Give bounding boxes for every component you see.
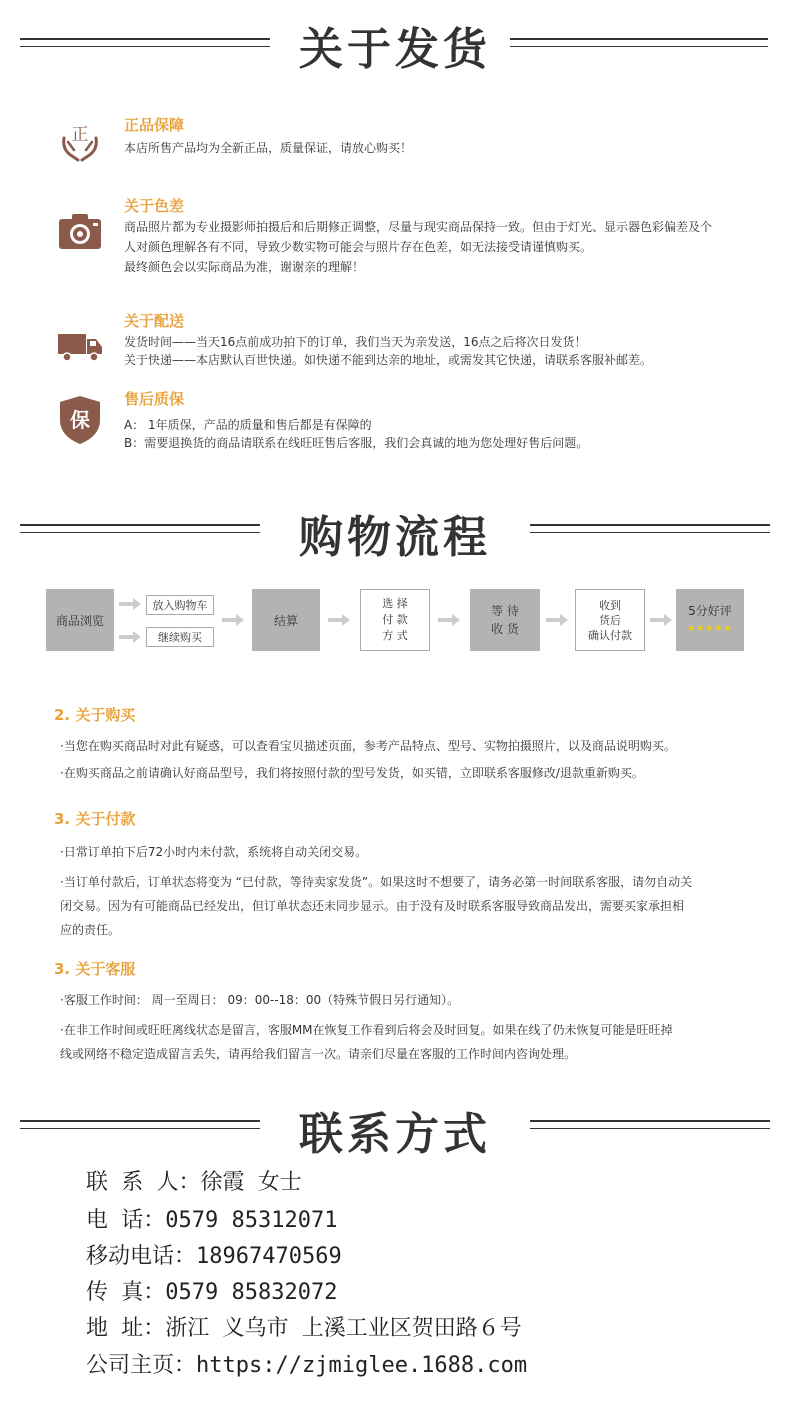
contact-header [0, 1090, 790, 1160]
info-line: 关于快递——本店默认百世快递。如快递不能到达亲的地址，或需发其它快递，请联系客服补邮差。 [124, 353, 653, 367]
section-title: 关于发货 [299, 24, 491, 75]
service-heading: 3. 关于客服 [54, 960, 136, 978]
flow-arrow-icon [222, 614, 244, 626]
info-line: 本店所售产品均为全新正品，质量保证，请放心购买！ [124, 141, 413, 155]
flow-step-label: 等 待 [491, 604, 519, 618]
payment-heading: 3. 关于付款 [54, 810, 136, 828]
flow-step-label: 收 货 [491, 622, 519, 636]
truck-icon [56, 326, 104, 374]
contact-label: 地 址： [86, 1316, 166, 1341]
purchase-heading: 2. 关于购买 [54, 706, 136, 724]
payment-line: 闭交易。因为有可能商品已经发出，但订单状态还未同步显示。由于没有及时联系客服导致商品发出，需要买家承担相 [60, 899, 685, 913]
warranty-icon-glyph: 保 [70, 408, 90, 432]
flow-step-add-cart [146, 595, 214, 615]
shopping-flow-header [0, 496, 790, 566]
flow-step-label: 放入购物车 [152, 599, 208, 612]
info-line: 人对颜色理解各有不同，导致少数实物可能会与照片存在色差，如无法接受请谨慎购买。 [124, 240, 593, 254]
about-shipping-header [0, 8, 790, 78]
contact-label: 移动电话： [86, 1244, 197, 1269]
rating-stars: ★★★★★ [687, 624, 733, 634]
info-title: 售后质保 [124, 390, 185, 408]
flow-step-label: 方 式 [382, 629, 408, 642]
warranty-shield-icon [56, 394, 104, 442]
payment-line: 应的责任。 [60, 923, 121, 937]
flow-arrow-icon [438, 614, 460, 626]
contact-label: 公司主页： [86, 1353, 197, 1378]
flow-step-label: 确认付款 [588, 628, 632, 642]
homepage-link[interactable]: https://zjmiglee.1688.com [196, 1353, 528, 1378]
service-line: 线或网络不稳定造成留言丢失，请再给我们留言一次。请亲们尽量在客服的工作时间内咨询处理。 [60, 1047, 577, 1061]
contact-value: 浙江 义乌市 上溪工业区贺田路６号 [165, 1316, 522, 1341]
contact-label: 电 话： [86, 1208, 166, 1233]
info-line: 发货时间——当天16点前成功拍下的订单，我们当天为亲发送，16点之后将次日发货！ [124, 335, 587, 349]
section-title: 联系方式 [299, 1109, 491, 1160]
contact-row-person [86, 1165, 302, 1196]
contact-row-phone [86, 1203, 337, 1234]
info-item-color [0, 195, 790, 275]
flow-step-confirm [575, 589, 645, 651]
flow-step-label: 继续购买 [158, 631, 202, 644]
flow-arrow-icon [328, 614, 350, 626]
service-line: ·客服工作时间： 周一至周日： 09：00--18：00（特殊节假日另行通知）。 [60, 993, 460, 1007]
flow-step-label: 商品浏览 [55, 613, 104, 628]
contact-value: 18967470569 [196, 1244, 342, 1269]
flow-step-label: 5分好评 [688, 604, 732, 618]
purchase-line: ·当您在购买商品时对此有疑惑，可以查看宝贝描述页面，参考产品特点、型号、实物拍摄照片，以及商品说明购买。 [60, 739, 676, 753]
info-line: 最终颜色会以实际商品为准，谢谢亲的理解！ [124, 260, 365, 274]
flow-step-label: 收到 [599, 598, 621, 612]
flow-arrow-icon [650, 614, 672, 626]
contact-label: 联 系 人： [86, 1170, 201, 1195]
contact-label: 传 真： [86, 1280, 166, 1305]
info-line: B：需要退换货的商品请联系在线旺旺售后客服，我们会真诚的地为您处理好售后问题。 [124, 436, 589, 450]
service-line: ·在非工作时间或旺旺离线状态是留言，客服MM在恢复工作看到后将会及时回复。如果在线了仍未恢复可能是旺旺掉 [60, 1023, 673, 1037]
contact-row-address [86, 1311, 522, 1342]
info-line: 商品照片都为专业摄影师拍摄后和后期修正调整，尽量与现实商品保持一致。但由于灯光、显示器色彩偏差及个 [124, 220, 713, 234]
info-title: 关于色差 [124, 197, 185, 215]
info-title: 关于配送 [124, 312, 185, 330]
flow-step-payment [360, 589, 430, 651]
section-title: 购物流程 [299, 512, 491, 563]
flow-arrow-icon [119, 631, 141, 643]
camera-icon [56, 207, 104, 255]
flow-step-browse [46, 589, 114, 651]
info-line: A： 1年质保，产品的质量和售后都是有保障的 [124, 418, 372, 432]
flow-step-checkout [252, 589, 320, 651]
contact-value: 0579 85832072 [165, 1280, 338, 1305]
flow-step-review [676, 589, 744, 651]
purchase-line: ·在购买商品之前请确认好商品型号，我们将按照付款的型号发货，如买错，立即联系客服修改/退款重新购买。 [60, 766, 644, 780]
contact-row-fax [86, 1275, 337, 1306]
info-title: 正品保障 [124, 116, 185, 134]
contact-value: 0579 85312071 [165, 1208, 338, 1233]
payment-line: ·日常订单拍下后72小时内未付款，系统将自动关闭交易。 [60, 845, 368, 859]
flow-step-label: 结算 [273, 613, 298, 628]
contact-row-homepage [86, 1348, 527, 1379]
info-item-delivery [0, 310, 790, 370]
flow-step-label: 选 择 [382, 597, 408, 610]
genuine-hands-icon [56, 116, 104, 164]
flow-arrow-icon [546, 614, 568, 626]
genuine-icon-glyph: 正 [71, 125, 89, 145]
flow-arrow-icon [119, 598, 141, 610]
flow-step-wait [470, 589, 540, 651]
flow-step-label: 货后 [599, 613, 621, 627]
contact-value: 徐霞 女士 [200, 1170, 302, 1195]
contact-row-mobile [86, 1239, 342, 1270]
flow-step-label: 付 款 [382, 613, 408, 626]
payment-line: ·当订单付款后，订单状态将变为 “已付款，等待卖家发货”。如果这时不想要了，请务必第一时间联系客服，请勿自动关 [60, 875, 693, 889]
info-item-genuine [0, 112, 790, 162]
flow-step-continue [146, 627, 214, 647]
info-item-aftersale [0, 388, 790, 452]
